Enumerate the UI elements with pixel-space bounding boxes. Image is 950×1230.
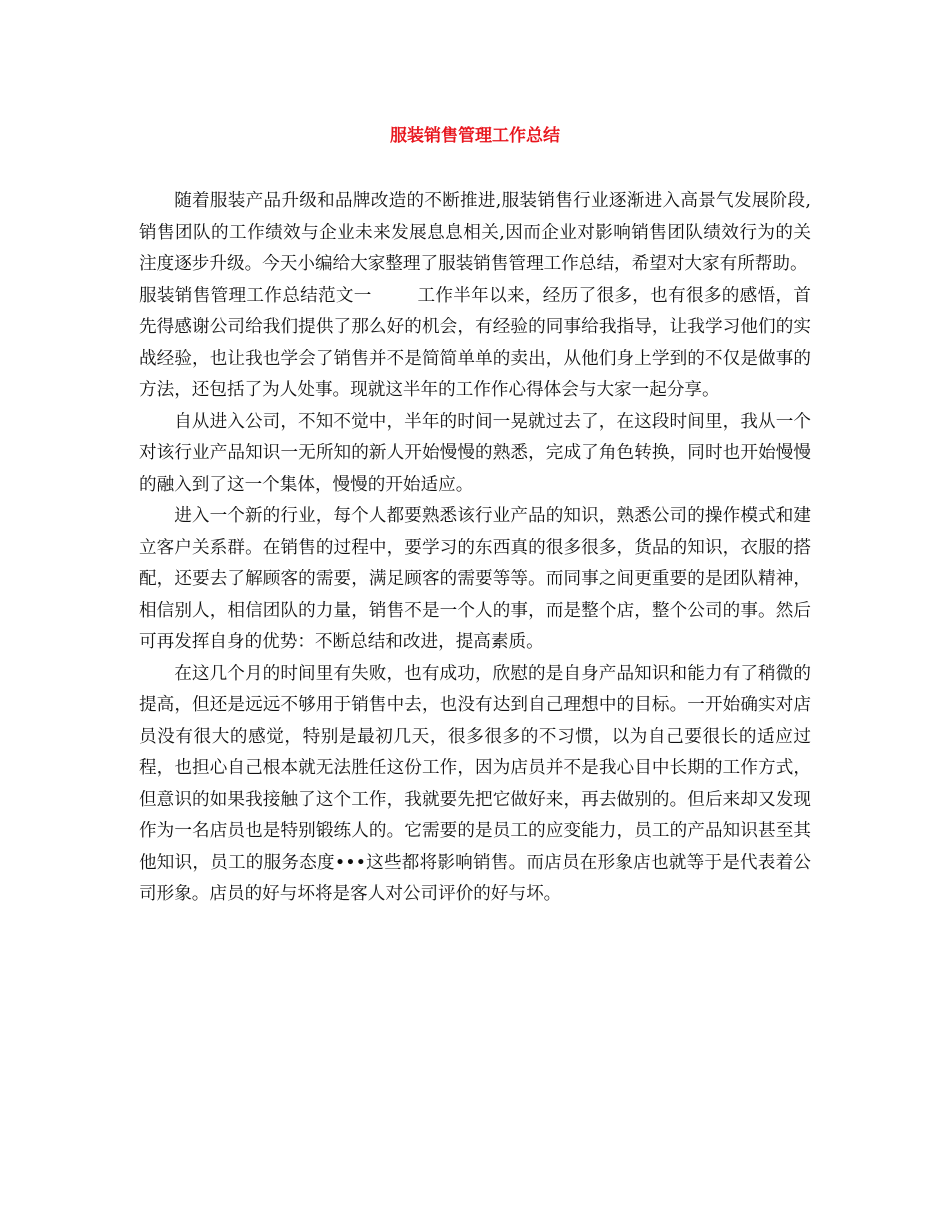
document-title: 服装销售管理工作总结: [390, 126, 560, 146]
body-paragraph-2: 进入一个新的行业，每个人都要熟悉该行业产品的知识，熟悉公司的操作模式和建立客户关系群。在销售的过程中，要学习的东西真的很多很多，货品的知识，衣服的搭配，还要去了解顾客的需要，满足顾客的需要等等。而同事之间更重要的是团队精神，相信别人，相信团队的力量，销售不是一个人的事，而是整个店，整个公司的事。然后可再发挥自身的优势：不断总结和改进，提高素质。: [139, 506, 811, 652]
sample-heading: 服装销售管理工作总结范文一: [139, 285, 372, 306]
body-paragraph-3: 在这几个月的时间里有失败，也有成功，欣慰的是自身产品知识和能力有了稍微的提高，但还是远远不够用于销售中去，也没有达到自己理想中的目标。一开始确实对店员没有很大的感觉，特别是最初几天，很多很多的不习惯，以为自己要很长的适应过程，也担心自己根本就无法胜任这份工作，因为店员并不是我心目中长期的工作方式，但意识的如果我接触了这个工作，我就要先把它做好来，再去做别的。但后来却又发现作为一名店员也是特别锻练人的。它需要的是员工的应变能力，员工的产品知识甚至其他知识，员工的服务态度•••这些都将影响销售。而店员在形象店也就等于是代表着公司形象。店员的好与坏将是客人对公司评价的好与坏。: [139, 663, 811, 904]
sample-paragraph: [139, 281, 811, 407]
body-paragraph-1: 自从进入公司，不知不觉中，半年的时间一晃就过去了，在这段时间里，我从一个对该行业产品知识一无所知的新人开始慢慢的熟悉，完成了角色转换，同时也开始慢慢的融入到了这一个集体，慢慢的开始适应。: [139, 411, 811, 495]
document-body: [139, 186, 811, 911]
sample-text: 工作半年以来，经历了很多，也有很多的感悟，首先得感谢公司给我们提供了那么好的机会，有经验的同事给我指导，让我学习他们的实战经验，也让我也学会了销售并不是简简单单的卖出，从他们身上学到的不仅是做事的方法，还包括了为人处事。现就这半年的工作作心得体会与大家一起分享。: [139, 285, 811, 400]
intro-paragraph: 随着服装产品升级和品牌改造的不断推进,服装销售行业逐渐进入高景气发展阶段,销售团队的工作绩效与企业未来发展息息相关,因而企业对影响销售团队绩效行为的关注度逐步升级。今天小编给大家整理了服装销售管理工作总结，希望对大家有所帮助。: [139, 191, 811, 274]
